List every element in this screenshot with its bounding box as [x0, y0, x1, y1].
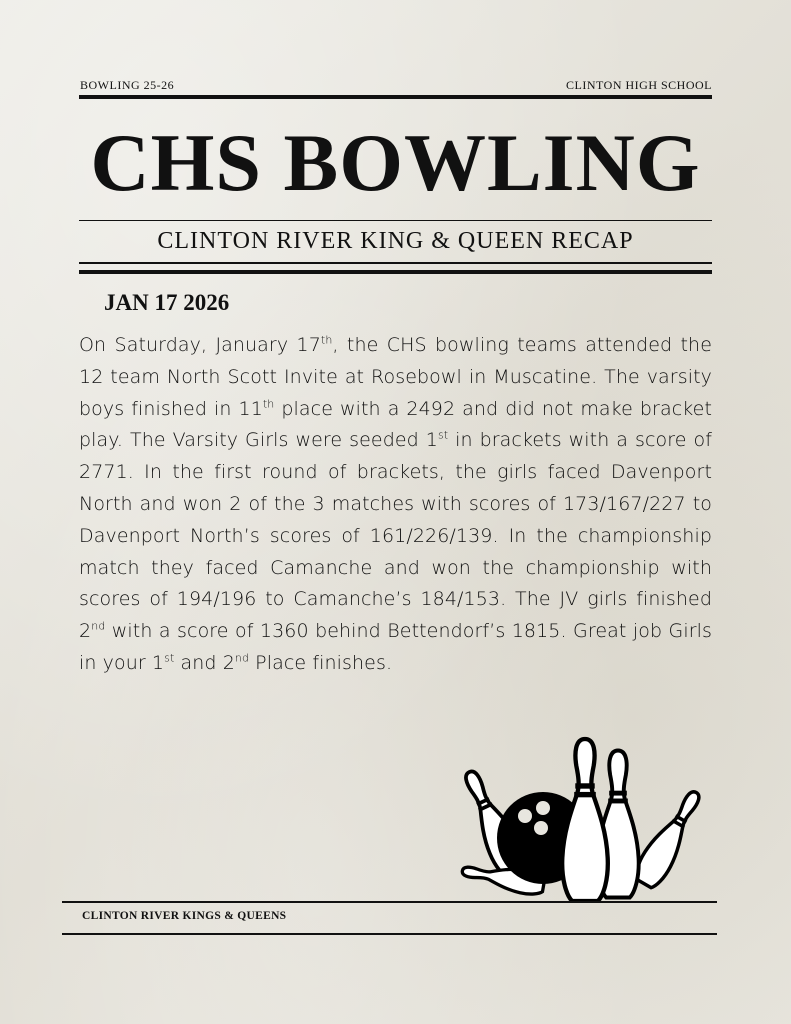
top-rule	[79, 95, 712, 99]
ordinal-suffix: nd	[234, 651, 250, 665]
school-label: CLINTON HIGH SCHOOL	[566, 78, 712, 92]
article-text: place with a 2492 and did not make bracket play. The Varsity Girls were seeded 1	[79, 397, 713, 452]
bowling-pins-icon	[455, 728, 705, 903]
article-text: On Saturday, January 17	[79, 334, 321, 356]
article-body	[79, 330, 712, 680]
ordinal-suffix: th	[262, 397, 275, 411]
subtitle-top-rule	[79, 220, 712, 221]
article-text: Place finishes.	[249, 651, 393, 674]
article-text: in brackets with a score of 2771. In the first round of brackets, the girls faced Davenport North and won 2 of the 3 matches with scores of 173/167/227 to Davenport North’s scores of 161/226/139. In the championship match they faced Camanche and won the championship with scores of 194/196 to Camanche’s 184/153. The JV girls finished 2	[79, 429, 712, 643]
article-date: JAN 17 2026	[104, 290, 230, 315]
ordinal-suffix: st	[437, 429, 449, 443]
article-text: , the CHS bowling teams attended the 12 team North Scott Invite at Rosebowl in Muscatine. The varsity boys finished in 11	[79, 334, 712, 420]
footer-label: CLINTON RIVER KINGS & QUEENS	[82, 910, 287, 922]
subtitle-bottom-rule-1	[79, 262, 712, 264]
pin-front	[562, 739, 608, 901]
page-subtitle: CLINTON RIVER KING & QUEEN RECAP	[157, 228, 634, 254]
footer-top-rule	[62, 901, 717, 903]
footer-bottom-rule	[62, 933, 717, 935]
page-title: CHS BOWLING	[90, 117, 701, 208]
ordinal-suffix: st	[164, 651, 175, 665]
subtitle-bottom-rule-2	[79, 270, 712, 274]
ordinal-suffix: nd	[91, 619, 106, 633]
season-label: BOWLING 25-26	[80, 78, 175, 92]
ordinal-suffix: th	[320, 333, 333, 347]
pin-right	[631, 785, 705, 891]
article-text: and 2	[174, 651, 235, 674]
article-text: with a score of 1360 behind Bettendorf’s 1815. Great job Girls in your 1	[79, 620, 712, 674]
